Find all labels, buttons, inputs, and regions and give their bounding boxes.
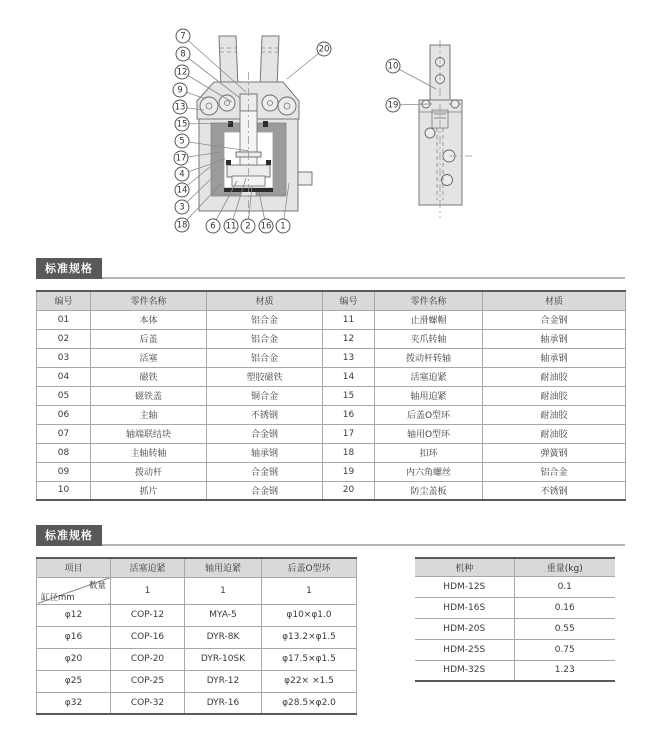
table-row bbox=[415, 639, 615, 660]
side-body bbox=[419, 100, 462, 205]
table-row bbox=[37, 670, 357, 692]
section-rule-2 bbox=[102, 544, 625, 546]
table-cell: 15 bbox=[323, 386, 375, 405]
table-cell: 不锈钢 bbox=[483, 481, 626, 500]
table-cell: COP-12 bbox=[111, 604, 185, 626]
table-cell: 不锈钢 bbox=[207, 405, 323, 424]
section-header-2 bbox=[36, 525, 625, 546]
left-roller bbox=[219, 95, 235, 111]
callout-number-17: 17 bbox=[175, 153, 187, 164]
table-row bbox=[37, 462, 626, 481]
table-row bbox=[415, 597, 615, 618]
callout-number-4: 4 bbox=[179, 169, 185, 180]
table-cell: 10 bbox=[37, 481, 91, 500]
table-cell: 20 bbox=[323, 481, 375, 500]
section-parts bbox=[36, 258, 625, 501]
table-cell: 防尘盖板 bbox=[375, 481, 483, 500]
table-cell: 合金钢 bbox=[207, 462, 323, 481]
table-cell: φ10×φ1.0 bbox=[262, 604, 357, 626]
diag-bottom-label: 缸径mm bbox=[41, 592, 75, 603]
table-cell: 12 bbox=[323, 329, 375, 348]
table-cell: 活塞 bbox=[91, 348, 207, 367]
table-cell: 19 bbox=[323, 462, 375, 481]
table-cell: φ28.5×φ2.0 bbox=[262, 692, 357, 714]
table-cell: COP-25 bbox=[111, 670, 185, 692]
table-cell: 耐油胶 bbox=[483, 424, 626, 443]
table-cell: 弹簧钢 bbox=[483, 443, 626, 462]
table-cell: φ17.5×φ1.5 bbox=[262, 648, 357, 670]
table-cell: 0.1 bbox=[514, 576, 615, 597]
callout-number-14: 14 bbox=[176, 185, 188, 196]
table-cell: 轴承钢 bbox=[483, 348, 626, 367]
right-cam bbox=[278, 97, 296, 115]
table-cell: 05 bbox=[37, 386, 91, 405]
callout-number-11: 11 bbox=[225, 221, 237, 232]
table-cell: DYR-10SK bbox=[185, 648, 262, 670]
table-cell: 0.55 bbox=[514, 618, 615, 639]
callout-number-6: 6 bbox=[210, 221, 216, 232]
table-cell: 03 bbox=[37, 348, 91, 367]
callout-number-8: 8 bbox=[180, 49, 186, 60]
table-cell: 04 bbox=[37, 367, 91, 386]
table-cell: 止滑螺帽 bbox=[375, 310, 483, 329]
parts-material-table bbox=[36, 290, 626, 501]
table-cell: 1 bbox=[185, 577, 262, 604]
callout-number-13: 13 bbox=[174, 102, 186, 113]
column-header: 活塞迫紧 bbox=[111, 558, 185, 577]
table-cell: DYR-16 bbox=[185, 692, 262, 714]
table-cell: 耐油胶 bbox=[483, 386, 626, 405]
table-cell: 铝合金 bbox=[483, 462, 626, 481]
column-header: 项目 bbox=[37, 558, 111, 577]
table-cell: 14 bbox=[323, 367, 375, 386]
table-cell: 轴用迫紧 bbox=[375, 386, 483, 405]
table-cell: 铝合金 bbox=[207, 329, 323, 348]
table-cell: DYR-8K bbox=[185, 626, 262, 648]
callout-number-12: 12 bbox=[176, 67, 188, 78]
callout-number-9: 9 bbox=[177, 85, 183, 96]
table-cell: HDM-20S bbox=[415, 618, 514, 639]
table-row bbox=[415, 660, 615, 681]
table-cell: 合金钢 bbox=[483, 310, 626, 329]
diagonal-header-cell bbox=[37, 577, 111, 604]
table-cell: DYR-12 bbox=[185, 670, 262, 692]
table-row bbox=[415, 576, 615, 597]
callout-number-7: 7 bbox=[180, 31, 186, 42]
table-cell: HDM-12S bbox=[415, 576, 514, 597]
table-cell: 11 bbox=[323, 310, 375, 329]
header-row bbox=[37, 291, 626, 310]
table-cell: 16 bbox=[323, 405, 375, 424]
table-row bbox=[37, 481, 626, 500]
table-cell: HDM-16S bbox=[415, 597, 514, 618]
table-cell: 08 bbox=[37, 443, 91, 462]
table-cell: φ32 bbox=[37, 692, 111, 714]
column-header: 轴用迫紧 bbox=[185, 558, 262, 577]
table-cell: MYA-5 bbox=[185, 604, 262, 626]
table-cell: 主轴转轴 bbox=[91, 443, 207, 462]
table-cell: HDM-32S bbox=[415, 660, 514, 681]
table-row bbox=[37, 443, 626, 462]
callout-number-1: 1 bbox=[280, 221, 286, 232]
table-cell: 铝合金 bbox=[207, 348, 323, 367]
callout-number-19: 19 bbox=[387, 100, 399, 111]
table-cell: 轴承钢 bbox=[207, 443, 323, 462]
table-row bbox=[37, 692, 357, 714]
table-cell: 本体 bbox=[91, 310, 207, 329]
table-cell: 拨动杆 bbox=[91, 462, 207, 481]
table-row bbox=[37, 367, 626, 386]
section-title-2: 标准规格 bbox=[36, 525, 102, 546]
side-view-callouts bbox=[386, 59, 436, 112]
table-cell: COP-16 bbox=[111, 626, 185, 648]
table-cell: 13 bbox=[323, 348, 375, 367]
table-cell: 02 bbox=[37, 329, 91, 348]
table-cell: 1 bbox=[111, 577, 185, 604]
table-cell: 扣环 bbox=[375, 443, 483, 462]
table-row bbox=[37, 310, 626, 329]
model-weight-table bbox=[415, 557, 615, 682]
callout-number-20: 20 bbox=[318, 44, 330, 55]
callout-number-3: 3 bbox=[179, 202, 185, 213]
table-cell: 夹爪转轴 bbox=[375, 329, 483, 348]
diag-top-label: 数量 bbox=[88, 580, 106, 591]
column-header: 材质 bbox=[483, 291, 626, 310]
spec-tables-row bbox=[36, 546, 625, 715]
technical-diagram bbox=[0, 0, 653, 250]
table-cell: 合金钢 bbox=[207, 424, 323, 443]
section-header-1 bbox=[36, 258, 625, 279]
section-rule-1 bbox=[102, 277, 625, 279]
section-title-1: 标准规格 bbox=[36, 258, 102, 279]
callout-number-10: 10 bbox=[387, 61, 399, 72]
table-cell: 后盖 bbox=[91, 329, 207, 348]
table-cell: 铝合金 bbox=[207, 310, 323, 329]
side-port bbox=[298, 172, 312, 185]
table-cell: 塑胶磁铁 bbox=[207, 367, 323, 386]
section-specs bbox=[36, 525, 625, 715]
column-header: 零件名称 bbox=[375, 291, 483, 310]
table-cell: 拨动杆转轴 bbox=[375, 348, 483, 367]
table-cell: 07 bbox=[37, 424, 91, 443]
table-row bbox=[37, 604, 357, 626]
table-cell: COP-32 bbox=[111, 692, 185, 714]
table-cell: 耐油胶 bbox=[483, 405, 626, 424]
table-cell: 合金钢 bbox=[207, 481, 323, 500]
table-cell: 1.23 bbox=[514, 660, 615, 681]
table-cell: 0.16 bbox=[514, 597, 615, 618]
table-cell: φ20 bbox=[37, 648, 111, 670]
table-row bbox=[37, 348, 626, 367]
callout-number-18: 18 bbox=[176, 220, 188, 231]
table-row bbox=[37, 626, 357, 648]
table-cell: 轴用O型环 bbox=[375, 424, 483, 443]
seal-spec-table bbox=[36, 557, 357, 715]
callout-number-5: 5 bbox=[179, 136, 185, 147]
column-header: 重量(kg) bbox=[514, 558, 615, 576]
left-jaw bbox=[219, 36, 238, 88]
gripper-side-view-drawing bbox=[419, 40, 472, 218]
column-header: 材质 bbox=[207, 291, 323, 310]
left-cam bbox=[200, 97, 218, 115]
column-header: 后盖O型环 bbox=[262, 558, 357, 577]
callout-number-2: 2 bbox=[245, 221, 251, 232]
table-cell: 1 bbox=[262, 577, 357, 604]
table-cell: 轴端联结块 bbox=[91, 424, 207, 443]
table-cell: 抓片 bbox=[91, 481, 207, 500]
table-cell: 09 bbox=[37, 462, 91, 481]
table-cell: φ13.2×φ1.5 bbox=[262, 626, 357, 648]
table-row bbox=[415, 618, 615, 639]
table-cell: 磁铁 bbox=[91, 367, 207, 386]
column-header: 编号 bbox=[37, 291, 91, 310]
table-row bbox=[37, 329, 626, 348]
table-cell: 活塞迫紧 bbox=[375, 367, 483, 386]
callout-number-15: 15 bbox=[176, 119, 188, 130]
column-header: 零件名称 bbox=[91, 291, 207, 310]
table-cell: 18 bbox=[323, 443, 375, 462]
table-row bbox=[37, 424, 626, 443]
table-cell: 耐油胶 bbox=[483, 367, 626, 386]
table-cell: 01 bbox=[37, 310, 91, 329]
table-cell: φ22× ×1.5 bbox=[262, 670, 357, 692]
table-cell: φ16 bbox=[37, 626, 111, 648]
header-row bbox=[415, 558, 615, 576]
table-row bbox=[37, 648, 357, 670]
table-cell: 铜合金 bbox=[207, 386, 323, 405]
table-cell: 轴承钢 bbox=[483, 329, 626, 348]
table-cell: 内六角螺丝 bbox=[375, 462, 483, 481]
column-header: 编号 bbox=[323, 291, 375, 310]
table-cell: 06 bbox=[37, 405, 91, 424]
header-row bbox=[37, 558, 357, 577]
callout-number-16: 16 bbox=[260, 221, 272, 232]
table-cell: COP-20 bbox=[111, 648, 185, 670]
table-row bbox=[37, 386, 626, 405]
right-roller bbox=[262, 95, 278, 111]
table-cell: 磁铁盖 bbox=[91, 386, 207, 405]
table-cell: 后盖O型环 bbox=[375, 405, 483, 424]
table-cell: 17 bbox=[323, 424, 375, 443]
table-cell: 0.75 bbox=[514, 639, 615, 660]
table-cell: φ25 bbox=[37, 670, 111, 692]
diagonal-row bbox=[37, 577, 357, 604]
table-row bbox=[37, 405, 626, 424]
table-cell: HDM-25S bbox=[415, 639, 514, 660]
column-header: 机种 bbox=[415, 558, 514, 576]
right-jaw bbox=[260, 36, 279, 88]
table-cell: φ12 bbox=[37, 604, 111, 626]
table-cell: 主轴 bbox=[91, 405, 207, 424]
